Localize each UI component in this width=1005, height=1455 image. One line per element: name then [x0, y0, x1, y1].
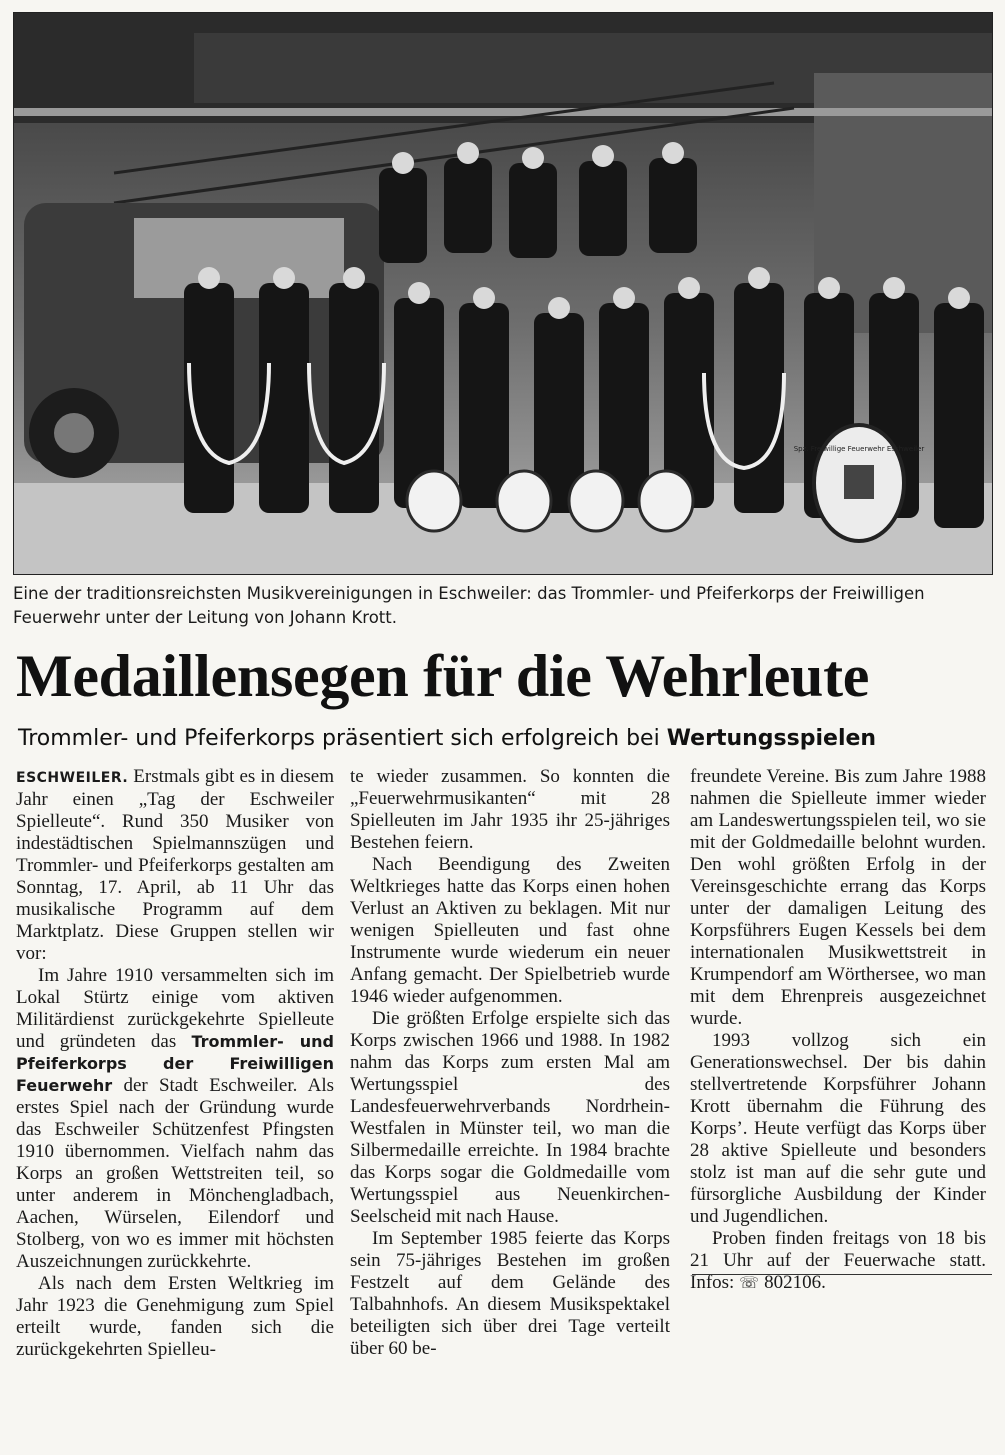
article-paragraph	[690, 1228, 986, 1294]
article-paragraph: freundete Vereine. Bis zum Jahre 1988 nahmen die Spielleute immer wieder am Landeswertungsspielen teil, wo sie mit der Goldmedaille belohnt wurden. Den wohl größten Erfolg in der Vereinsgeschichte errang das Korps unter der damaligen Leitung des Korpsführers Eugen Kessels bei dem internationalen Musikwettstreit in Krumpendorf am Wörthersee, wo man mit dem Ehrenpreis ausgezeichnet wurde.	[690, 766, 986, 1029]
subheadline-lead: Trommler- und Pfeiferkorps präsentiert sich erfolgreich bei	[18, 726, 667, 751]
dateline: ESCHWEILER.	[16, 770, 129, 786]
paragraph-text: Proben finden freitags von 18 bis 21 Uhr auf der Feuerwache statt. Infos:	[690, 1228, 986, 1293]
article-paragraph: Als nach dem Ersten Weltkrieg im Jahr 1923 die Genehmigung zum Spiel erteilt wurde, fanden sich die zurückgekehrten Spielleu-	[16, 1273, 334, 1360]
subheadline-bold: Wertungsspielen	[666, 726, 877, 751]
subheadline	[18, 722, 993, 756]
paragraph-text: Im Jahre 1910 versammelten sich im Lokal Stürtz einige vom aktiven Militärdienst zurückgekehrte Spielleute und gründeten das	[16, 965, 334, 1052]
article-paragraph: Nach Beendigung des Zweiten Weltkrieges hatte das Korps einen hohen Verlust an Aktiven zu beklagen. Mit nur wenigen Spielleuten und fast ohne Instrumente wurde wiederum ein neuer Anfang gemacht. Der Spielbetrieb wurde 1946 wieder aufgenommen.	[350, 854, 670, 1007]
article-column-3	[690, 766, 986, 1294]
article-paragraph: 1993 vollzog sich ein Generationswechsel. Der bis dahin stellvertretende Korpsführer Johann Krott übernahm die Führung des Korps’. Heute verfügt das Korps über 28 aktive Spielleute und besonders stolz ist man auf die sehr gute und fürsorgliche Ausbildung der Kinder und Jugendlichen.	[690, 1030, 986, 1227]
photo-caption: Eine der traditionsreichsten Musikvereinigungen in Eschweiler: das Trommler- und Pfeiferkorps der Freiwilligen Feuerwehr unter der Leitung von Johann Krott.	[13, 584, 925, 627]
bold-corps-name: Trommler- und Pfeiferkorps der Freiwilligen Feuerwehr	[16, 1032, 334, 1095]
article-paragraph: Die größten Erfolge erspielte sich das Korps zwischen 1966 und 1988. In 1982 nahm das Korps zum ersten Mal am Wertungsspiel des Landesfeuerwehrverbands Nordrhein-Westfalen in Münster teil, wo man die Silbermedaille erreichte. In 1984 brachte das Korps sogar die Goldmedaille vom Wertungsspiel aus Neuenkirchen-Seelscheid mit nach Hause.	[350, 1008, 670, 1227]
paragraph-text: Erstmals gibt es in diesem Jahr einen „Tag der Eschweiler Spielleute“. Rund 350 Musiker von indestädtischen Spielmannszügen und Trommler- und Pfeiferkorps gestalten am Sonntag, 17. April, ab 11 Uhr das musikalische Programm auf dem Marktplatz. Diese Gruppen stellen wir vor:	[16, 766, 334, 964]
telephone-icon: ☏	[739, 1273, 765, 1292]
end-rule	[692, 1274, 992, 1275]
band-group-photo	[13, 12, 993, 575]
article-paragraph: Im September 1985 feierte das Korps sein 75-jähriges Bestehen im großen Festzelt auf dem Gelände des Talbahnhofs. An diesem Musikspektakel beteiligten sich über drei Tage verteilt über 60 be-	[350, 1228, 670, 1359]
paragraph-text: der Stadt Eschweiler. Als erstes Spiel nach der Gründung wurde das Eschweiler Schützenfest Pfingsten 1910 übernommen. Vielfach nahm das Korps an großen Wettstreiten teil, so unter anderem in Mönchengladbach, Aachen, Würselen, Eilendorf und Stolberg, von wo es immer mit höchsten Auszeichnungen zurückkehrte.	[16, 1075, 334, 1272]
article-paragraph	[16, 766, 334, 965]
phone-number: 802106.	[764, 1272, 826, 1293]
article-paragraph: te wieder zusammen. So konnten die „Feuerwehrmusikanten“ mit 28 Spielleuten im Jahr 1935 ihr 25-jähriges Bestehen feiern.	[350, 766, 670, 853]
article-paragraph	[16, 965, 334, 1273]
bass-drum-label: Spz. Freiwillige Feuerwehr Eschweiler	[793, 445, 925, 453]
headline: Medaillensegen für die Wehrleute	[16, 643, 870, 709]
article-column-1	[16, 766, 334, 1361]
article-column-2	[350, 766, 670, 1360]
